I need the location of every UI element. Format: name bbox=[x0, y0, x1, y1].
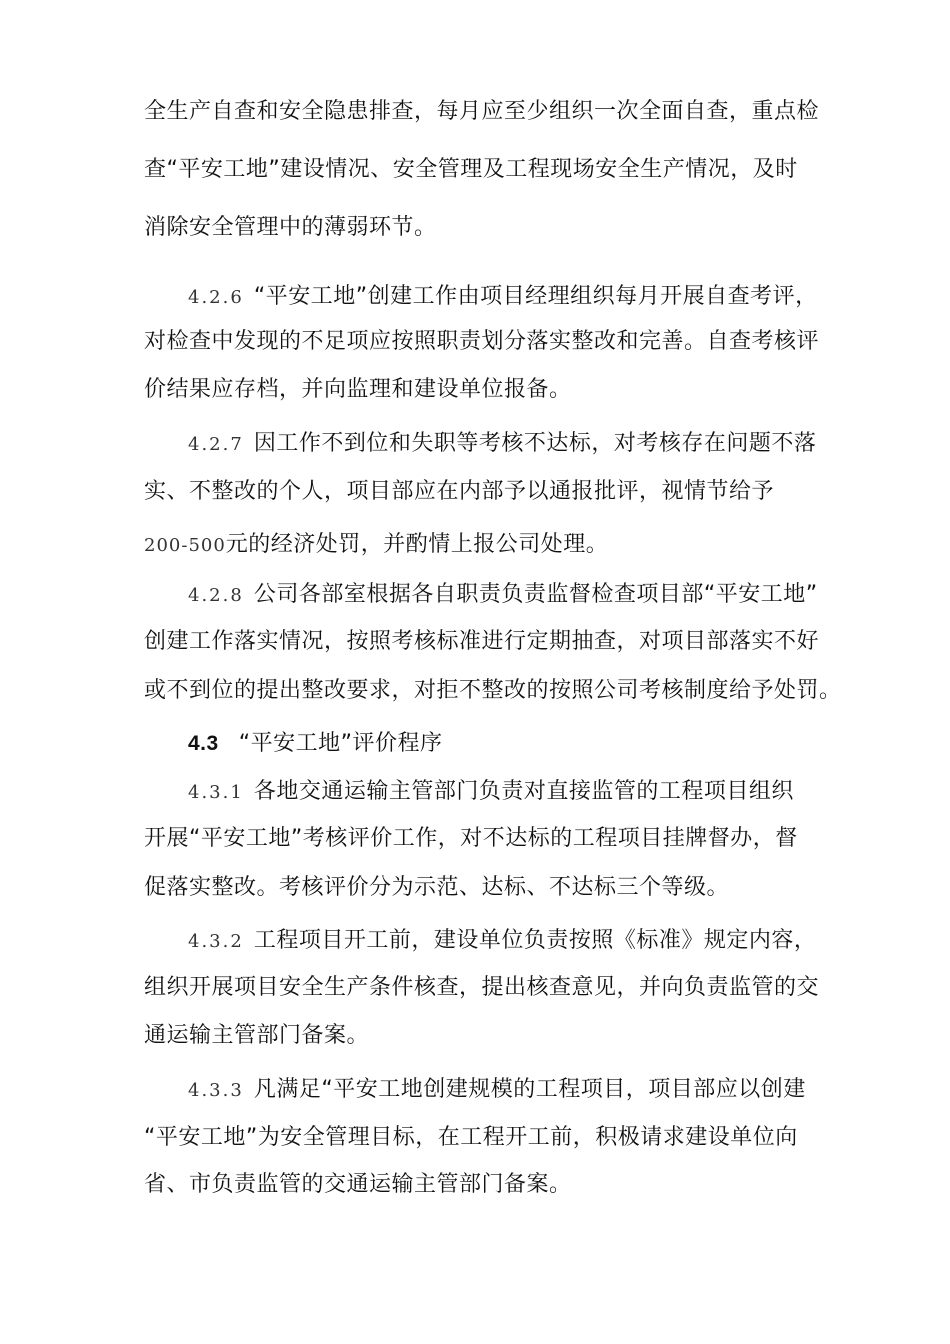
paragraph-4-2-7-line-3 bbox=[144, 530, 608, 561]
clause-number: 4.3.3 bbox=[188, 1080, 244, 1101]
paragraph-4-3-1-line-3: 促落实整改。考核评价分为示范、达标、不达标三个等级。 bbox=[144, 875, 730, 900]
clause-text: “平安工地”创建工作由项目经理组织每月开展自查考评， bbox=[253, 284, 818, 309]
section-title: “平安工地”评价程序 bbox=[238, 731, 443, 756]
paragraph-4-2-8-line-3: 或不到位的提出整改要求，对拒不整改的按照公司考核制度给予处罚。 bbox=[144, 678, 842, 703]
paragraph-4-3-3-line-1 bbox=[188, 1075, 806, 1106]
paragraph-4-2-6-line-1 bbox=[188, 282, 818, 313]
paragraph-4-3-1-line-1 bbox=[188, 777, 794, 808]
clause-text: 各地交通运输主管部门负责对直接监管的工程项目组织 bbox=[253, 779, 794, 804]
paragraph-4-3-2-line-2: 组织开展项目安全生产条件核查，提出核查意见，并向负责监管的交 bbox=[144, 975, 820, 1000]
clause-number: 4.2.6 bbox=[188, 287, 244, 308]
intro-line-1: 全生产自查和安全隐患排查，每月应至少组织一次全面自查，重点检 bbox=[144, 99, 820, 124]
clause-text: 凡满足“平安工地创建规模的工程项目，项目部应以创建 bbox=[253, 1077, 806, 1102]
paragraph-4-3-1-line-2: 开展“平安工地”考核评价工作，对不达标的工程项目挂牌督办，督 bbox=[144, 826, 798, 851]
clause-number: 4.3.2 bbox=[188, 931, 244, 952]
paragraph-4-2-7-line-2: 实、不整改的个人，项目部应在内部予以通报批评，视情节给予 bbox=[144, 479, 775, 504]
clause-number: 4.3.1 bbox=[188, 782, 244, 803]
clause-text: 元的经济处罚，并酌情上报公司处理。 bbox=[225, 532, 609, 557]
fine-amount: 200-500 bbox=[144, 535, 226, 556]
paragraph-4-2-6-line-2: 对检查中发现的不足项应按照职责划分落实整改和完善。自查考核评 bbox=[144, 329, 820, 354]
paragraph-4-2-8-line-1 bbox=[188, 580, 818, 611]
paragraph-4-3-2-line-3: 通运输主管部门备案。 bbox=[144, 1023, 370, 1048]
paragraph-4-3-2-line-1 bbox=[188, 926, 816, 957]
section-number: 4.3 bbox=[188, 732, 219, 755]
paragraph-4-2-8-line-2: 创建工作落实情况，按照考核标准进行定期抽查，对项目部落实不好 bbox=[144, 629, 820, 654]
paragraph-4-2-6-line-3: 价结果应存档，并向监理和建设单位报备。 bbox=[144, 377, 572, 402]
intro-line-3: 消除安全管理中的薄弱环节。 bbox=[144, 215, 437, 240]
clause-text: 因工作不到位和失职等考核不达标，对考核存在问题不落 bbox=[253, 431, 817, 456]
clause-number: 4.2.7 bbox=[188, 434, 244, 455]
clause-number: 4.2.8 bbox=[188, 585, 244, 606]
intro-line-2: 查“平安工地”建设情况、安全管理及工程现场安全生产情况，及时 bbox=[144, 157, 798, 182]
paragraph-4-2-7-line-1 bbox=[188, 429, 816, 460]
clause-text: 公司各部室根据各自职责负责监督检查项目部“平安工地” bbox=[253, 582, 818, 607]
paragraph-4-3-3-line-3: 省、市负责监管的交通运输主管部门备案。 bbox=[144, 1172, 572, 1197]
clause-text: 工程项目开工前，建设单位负责按照《标准》规定内容， bbox=[253, 928, 817, 953]
paragraph-4-3-3-line-2: “平安工地”为安全管理目标，在工程开工前，积极请求建设单位向 bbox=[144, 1125, 798, 1150]
section-heading-4-3 bbox=[188, 729, 443, 759]
